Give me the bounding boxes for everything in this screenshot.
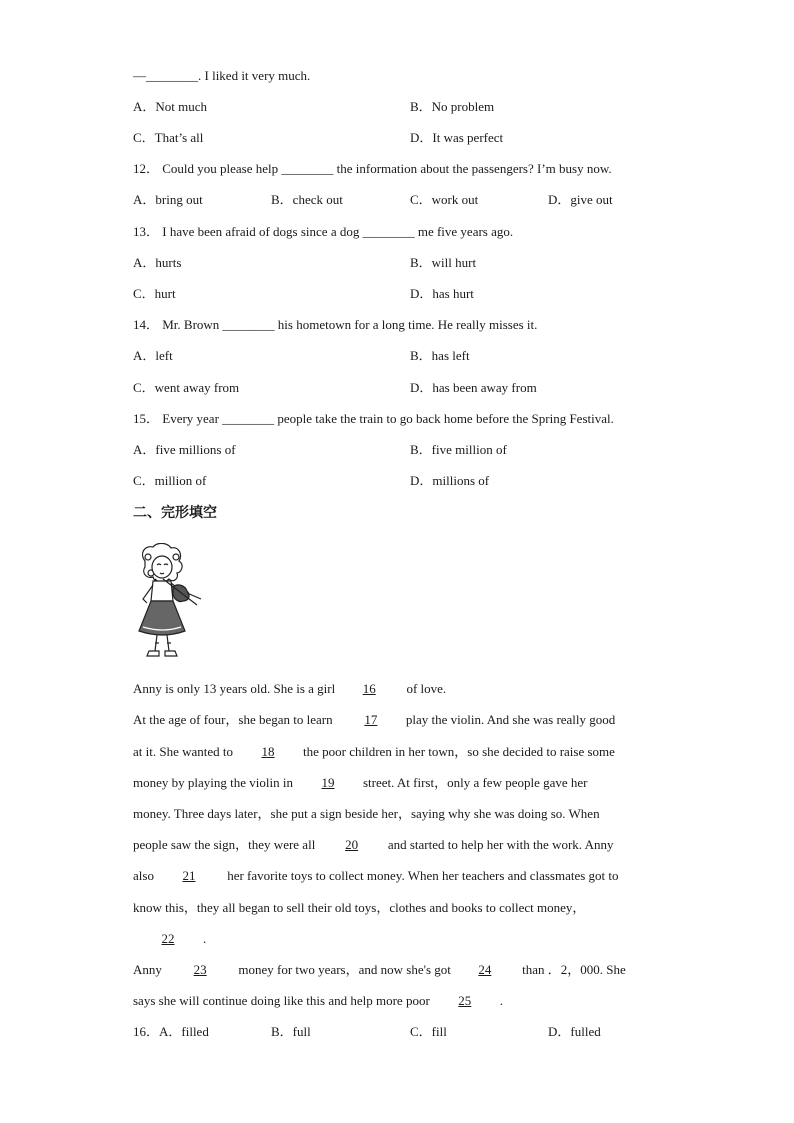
gap-16[interactable]: 16 — [362, 681, 376, 696]
girl-violin-illustration — [133, 543, 205, 665]
q15-option-b: B．five million of — [410, 442, 507, 457]
passage-text: play the violin. And she was really good — [405, 712, 616, 727]
q13-option-d: D．has hurt — [410, 286, 474, 301]
q16-option-d: D．fulled — [548, 1024, 601, 1039]
q16-option-a: 16．A．filled — [133, 1024, 209, 1039]
q16-option-b: B．full — [271, 1024, 311, 1039]
q11-option-c: C．That’s all — [133, 130, 204, 145]
q12-option-b: B．check out — [271, 192, 343, 207]
passage-text: street. At first，only a few people gave her — [362, 775, 588, 790]
passage-text: Anny — [133, 962, 166, 977]
gap-21[interactable]: 21 — [182, 868, 196, 883]
passage-line-8: know this，they all began to sell their old toys，clothes and books to collect money， — [133, 900, 586, 915]
passage-text: says she will continue doing like this and help more poor — [133, 993, 430, 1008]
gap-22[interactable]: 22 — [161, 931, 175, 946]
q12-option-a: A．bring out — [133, 192, 203, 207]
q14-option-b: B．has left — [410, 348, 470, 363]
passage-text: money by playing the violin in — [133, 775, 293, 790]
passage-line-10 — [133, 962, 626, 978]
gap-24[interactable]: 24 — [478, 962, 492, 977]
passage-line-4 — [133, 775, 588, 791]
question-12-stem: 12． Could you please help ________ the information about the passengers? I’m busy now. — [133, 161, 612, 176]
passage-text: people saw the sign，they were all — [133, 837, 319, 852]
passage-line-9 — [133, 931, 206, 947]
passage-line-11 — [133, 993, 503, 1009]
gap-18[interactable]: 18 — [261, 744, 275, 759]
question-15-stem: 15． Every year ________ people take the train to go back home before the Spring Festival. — [133, 411, 614, 426]
passage-text: than ．2，000. She — [518, 962, 626, 977]
q15-option-a: A．five millions of — [133, 442, 236, 457]
passage-line-2 — [133, 712, 615, 728]
q12-option-c: C．work out — [410, 192, 479, 207]
gap-20[interactable]: 20 — [345, 837, 359, 852]
passage-line-3 — [133, 744, 615, 760]
q14-option-c: C．went away from — [133, 380, 240, 395]
q15-option-c: C．million of — [133, 473, 207, 488]
passage-line-5: money. Three days later，she put a sign beside her，saying why she was doing so. When — [133, 806, 600, 821]
question-14-stem: 14． Mr. Brown ________ his hometown for a long time. He really misses it. — [133, 317, 538, 332]
q11-option-b: B．No problem — [410, 99, 495, 114]
q16-option-c: C．fill — [410, 1024, 447, 1039]
passage-line-6 — [133, 837, 613, 853]
q12-option-d: D．give out — [548, 192, 613, 207]
passage-text: the poor children in her town，so she decided to raise some — [303, 744, 615, 759]
q15-option-d: D．millions of — [410, 473, 490, 488]
passage-text: . — [203, 931, 207, 946]
gap-25[interactable]: 25 — [458, 993, 472, 1008]
q14-option-d: D．has been away from — [410, 380, 537, 395]
question-13-stem: 13． I have been afraid of dogs since a dog ________ me five years ago. — [133, 224, 514, 239]
gap-17[interactable]: 17 — [364, 712, 378, 727]
section-heading-cloze: 二、完形填空 — [133, 505, 217, 521]
passage-text: her favorite toys to collect money. When her teachers and classmates got to — [223, 868, 619, 883]
passage-text: money for two years，and now she's got — [235, 962, 451, 977]
passage-text: of love. — [403, 681, 447, 696]
q11-option-d: D．It was perfect — [410, 130, 504, 145]
passage-line-1 — [133, 681, 446, 697]
gap-19[interactable]: 19 — [321, 775, 335, 790]
gap-23[interactable]: 23 — [193, 962, 207, 977]
passage-text: also — [133, 868, 154, 883]
q13-option-b: B．will hurt — [410, 255, 477, 270]
passage-text: . — [499, 993, 504, 1008]
passage-text: Anny is only 13 years old. She is a girl — [133, 681, 336, 696]
q11-option-a: A．Not much — [133, 99, 208, 114]
q13-option-a: A．hurts — [133, 255, 182, 270]
q13-option-c: C．hurt — [133, 286, 176, 301]
passage-text: and started to help her with the work. Anny — [384, 837, 614, 852]
q14-option-a: A．left — [133, 348, 173, 363]
passage-text: at it. She wanted to — [133, 744, 234, 759]
question-11-stem: —________. I liked it very much. — [133, 68, 311, 83]
passage-text: At the age of four，she began to learn — [133, 712, 336, 727]
passage-line-7 — [133, 868, 619, 884]
